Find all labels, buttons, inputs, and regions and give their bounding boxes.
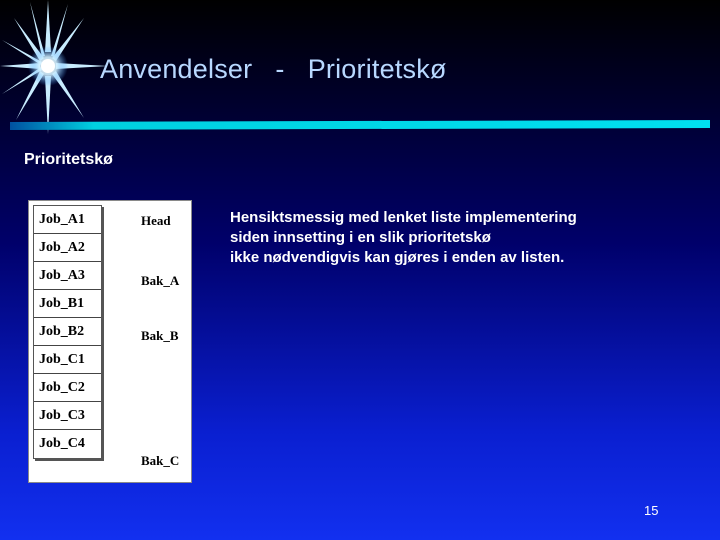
- body-line: siden innsetting i en slik prioritetskø: [230, 229, 491, 246]
- job-cell: Job_A2: [34, 234, 101, 262]
- priority-queue-figure: [28, 200, 192, 483]
- title-underline: [10, 120, 710, 130]
- job-cell: Job_C4: [34, 430, 101, 458]
- job-cell: Job_B1: [34, 290, 101, 318]
- body-line: ikke nødvendigvis kan gjøres i enden av listen.: [230, 249, 565, 266]
- bak-a-pointer-label: Bak_A: [141, 273, 180, 288]
- section-heading: Prioritetskø: [24, 151, 113, 168]
- job-cell: Job_A1: [34, 206, 101, 234]
- job-list: [33, 205, 102, 459]
- bak-b-pointer-label: Bak_B: [141, 328, 179, 343]
- job-cell: Job_C1: [34, 346, 101, 374]
- job-cell: Job_C3: [34, 402, 101, 430]
- starburst-decoration: [0, 0, 110, 140]
- bak-c-pointer-label: Bak_C: [141, 453, 180, 468]
- job-cell: Job_C2: [34, 374, 101, 402]
- page-number: 15: [644, 503, 659, 518]
- body-line: Hensiktsmessig med lenket liste implementering: [230, 209, 577, 226]
- slide-title: Anvendelser - Prioritetskø: [100, 54, 447, 84]
- head-pointer-label: Head: [141, 213, 171, 228]
- job-cell: Job_B2: [34, 318, 101, 346]
- job-cell: Job_A3: [34, 262, 101, 290]
- body-text: [230, 208, 690, 268]
